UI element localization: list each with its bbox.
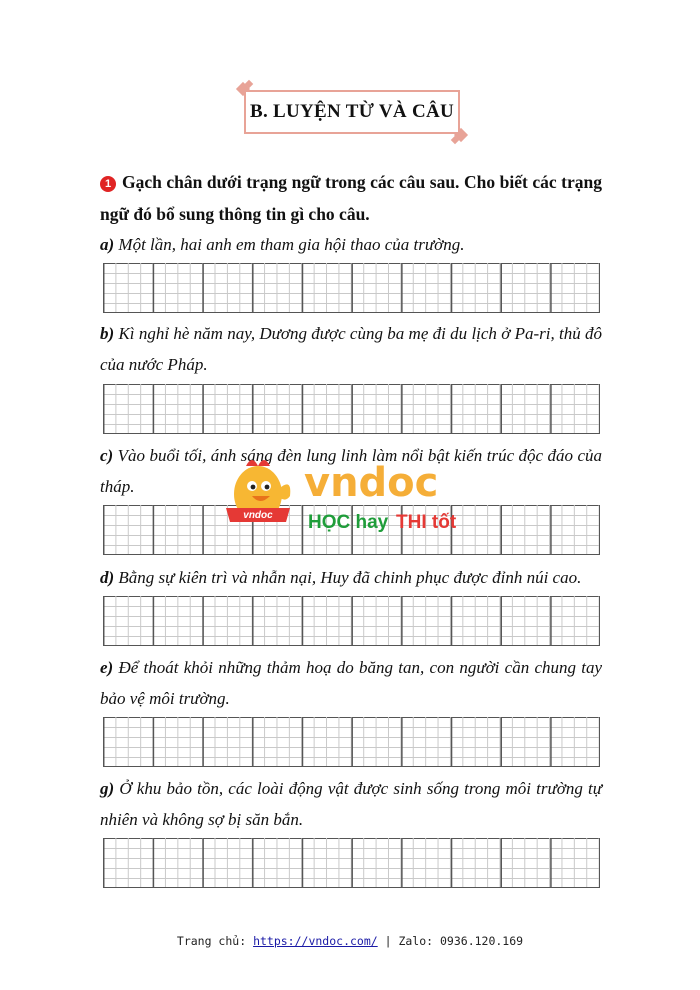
footer-contact: | Zalo: 0936.120.169 bbox=[377, 934, 524, 948]
exercise-item-d bbox=[100, 562, 602, 593]
item-text: Để thoát khỏi những thảm hoạ do băng tan, con người cần chung tay bảo vệ môi trường. bbox=[100, 658, 603, 708]
exercise-item-b bbox=[100, 318, 602, 380]
writing-grid-e[interactable] bbox=[103, 717, 600, 767]
exercise-item-a bbox=[100, 229, 602, 260]
item-text: Vào buổi tối, ánh sáng đèn lung linh làm nổi bật kiến trúc độc đáo của tháp. bbox=[100, 446, 603, 496]
ribbon-text: vndoc bbox=[243, 510, 273, 521]
question-heading bbox=[100, 166, 602, 230]
item-label: c) bbox=[100, 446, 114, 465]
item-text: Kì nghỉ hè năm nay, Dương được cùng ba mẹ đi du lịch ở Pa-ri, thủ đô của nước Pháp. bbox=[100, 324, 603, 374]
vndoc-watermark-logo bbox=[224, 452, 484, 538]
footer-prefix: Trang chủ: bbox=[176, 934, 254, 948]
writing-grid-a[interactable] bbox=[103, 263, 600, 313]
exercise-item-g bbox=[100, 773, 602, 835]
brand-wordmark: vndoc bbox=[304, 460, 439, 506]
item-label: e) bbox=[100, 658, 114, 677]
writing-grid-d[interactable] bbox=[103, 596, 600, 646]
item-label: a) bbox=[100, 235, 115, 254]
section-title-box bbox=[244, 90, 460, 134]
footer-link[interactable]: https://vndoc.com/ bbox=[253, 934, 378, 948]
writing-grid-g[interactable] bbox=[103, 838, 600, 888]
section-title: B. LUYỆN TỪ VÀ CÂU bbox=[249, 101, 455, 122]
slogan-part2: THI tốt bbox=[396, 512, 457, 533]
mascot-chick-icon bbox=[226, 460, 290, 522]
exercise-item-e bbox=[100, 652, 602, 714]
item-text: Một lần, hai anh em tham gia hội thao của trường. bbox=[118, 235, 465, 254]
item-label: b) bbox=[100, 324, 115, 343]
item-text: Ở khu bảo tồn, các loài động vật được sinh sống trong môi trường tự nhiên và không sợ bị săn bắn. bbox=[100, 779, 602, 829]
question-number-badge: 1 bbox=[100, 176, 116, 192]
writing-grid-b[interactable] bbox=[103, 384, 600, 434]
page-footer bbox=[0, 934, 700, 948]
item-label: d) bbox=[100, 568, 115, 587]
section-title-frame bbox=[238, 84, 466, 140]
slogan-part1: HỌC hay bbox=[308, 512, 389, 533]
item-label: g) bbox=[100, 779, 115, 798]
question-text: Gạch chân dưới trạng ngữ trong các câu sau. Cho biết các trạng ngữ đó bổ sung thông tin gì cho câu. bbox=[100, 172, 602, 224]
item-text: Bằng sự kiên trì và nhẫn nại, Huy đã chinh phục được đỉnh núi cao. bbox=[118, 568, 582, 587]
